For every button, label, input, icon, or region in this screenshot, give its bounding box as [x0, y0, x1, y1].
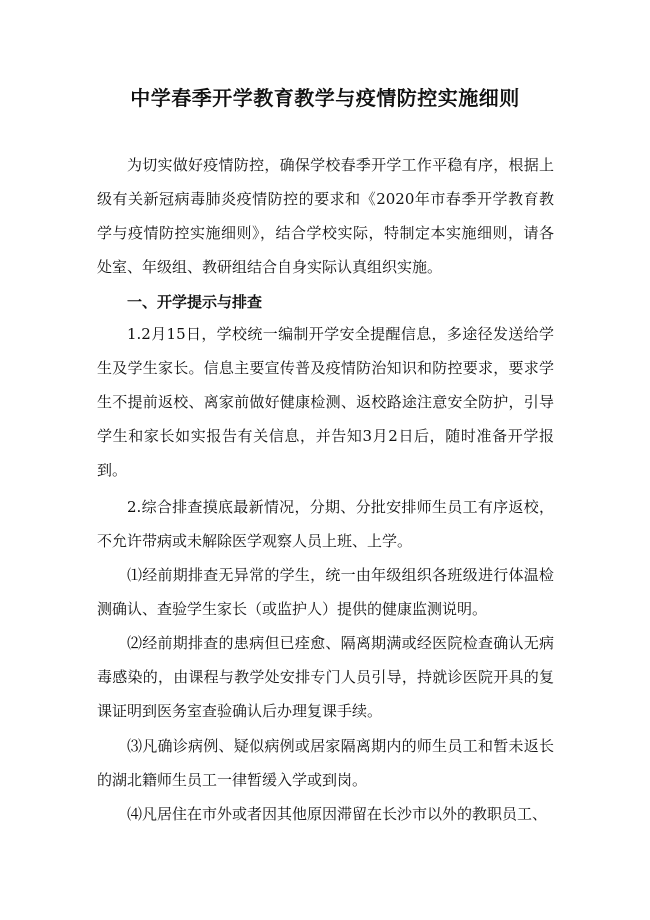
section-heading: 一、开学提示与排查: [127, 293, 263, 311]
paragraph-item-1: 1.2月15日，学校统一编制开学安全提醒信息，多途径发送给学生及学生家长。信息主要宣传普及疫情防治知识和防控要求，要求学生不提前返校、离家前做好健康检测、返校路途注意安全防护，引导学生和家长如实报告有关信息，并告知3月2日后，随时准备开学报到。: [97, 325, 554, 479]
paragraph-subitem-1: ⑴经前期排查无异常的学生，统一由年级组织各班级进行体温检测确认、查验学生家长（或监护人）提供的健康监测说明。: [97, 566, 554, 618]
intro-paragraph: 为切实做好疫情防控，确保学校春季开学工作平稳有序，根据上级有关新冠病毒肺炎疫情防控的要求和《2020年市春季开学教育教学与疫情防控实施细则》，结合学校实际，特制定本实施细则，请各处室、年级组、教研组结合自身实际认真组织实施。: [97, 156, 554, 276]
paragraph-subitem-2: ⑵经前期排查的患病但已痊愈、隔离期满或经医院检查确认无病毒感染的，由课程与教学处安排专门人员引导，持就诊医院开具的复课证明到医务室查验确认后办理复课手续。: [97, 634, 554, 720]
document-title: 中学春季开学教育教学与疫情防控实施细则: [130, 86, 520, 110]
paragraph-subitem-4: ⑷凡居住在市外或者因其他原因滞留在长沙市以外的教职员工、: [127, 805, 548, 823]
paragraph-item-2: 2.综合排查摸底最新情况，分期、分批安排师生员工有序返校，不允许带病或未解除医学观察人员上班、上学。: [97, 498, 554, 550]
paragraph-subitem-3: ⑶凡确诊病例、疑似病例或居家隔离期内的师生员工和暂未返长的湖北籍师生员工一律暂缓入学或到岗。: [97, 737, 554, 789]
